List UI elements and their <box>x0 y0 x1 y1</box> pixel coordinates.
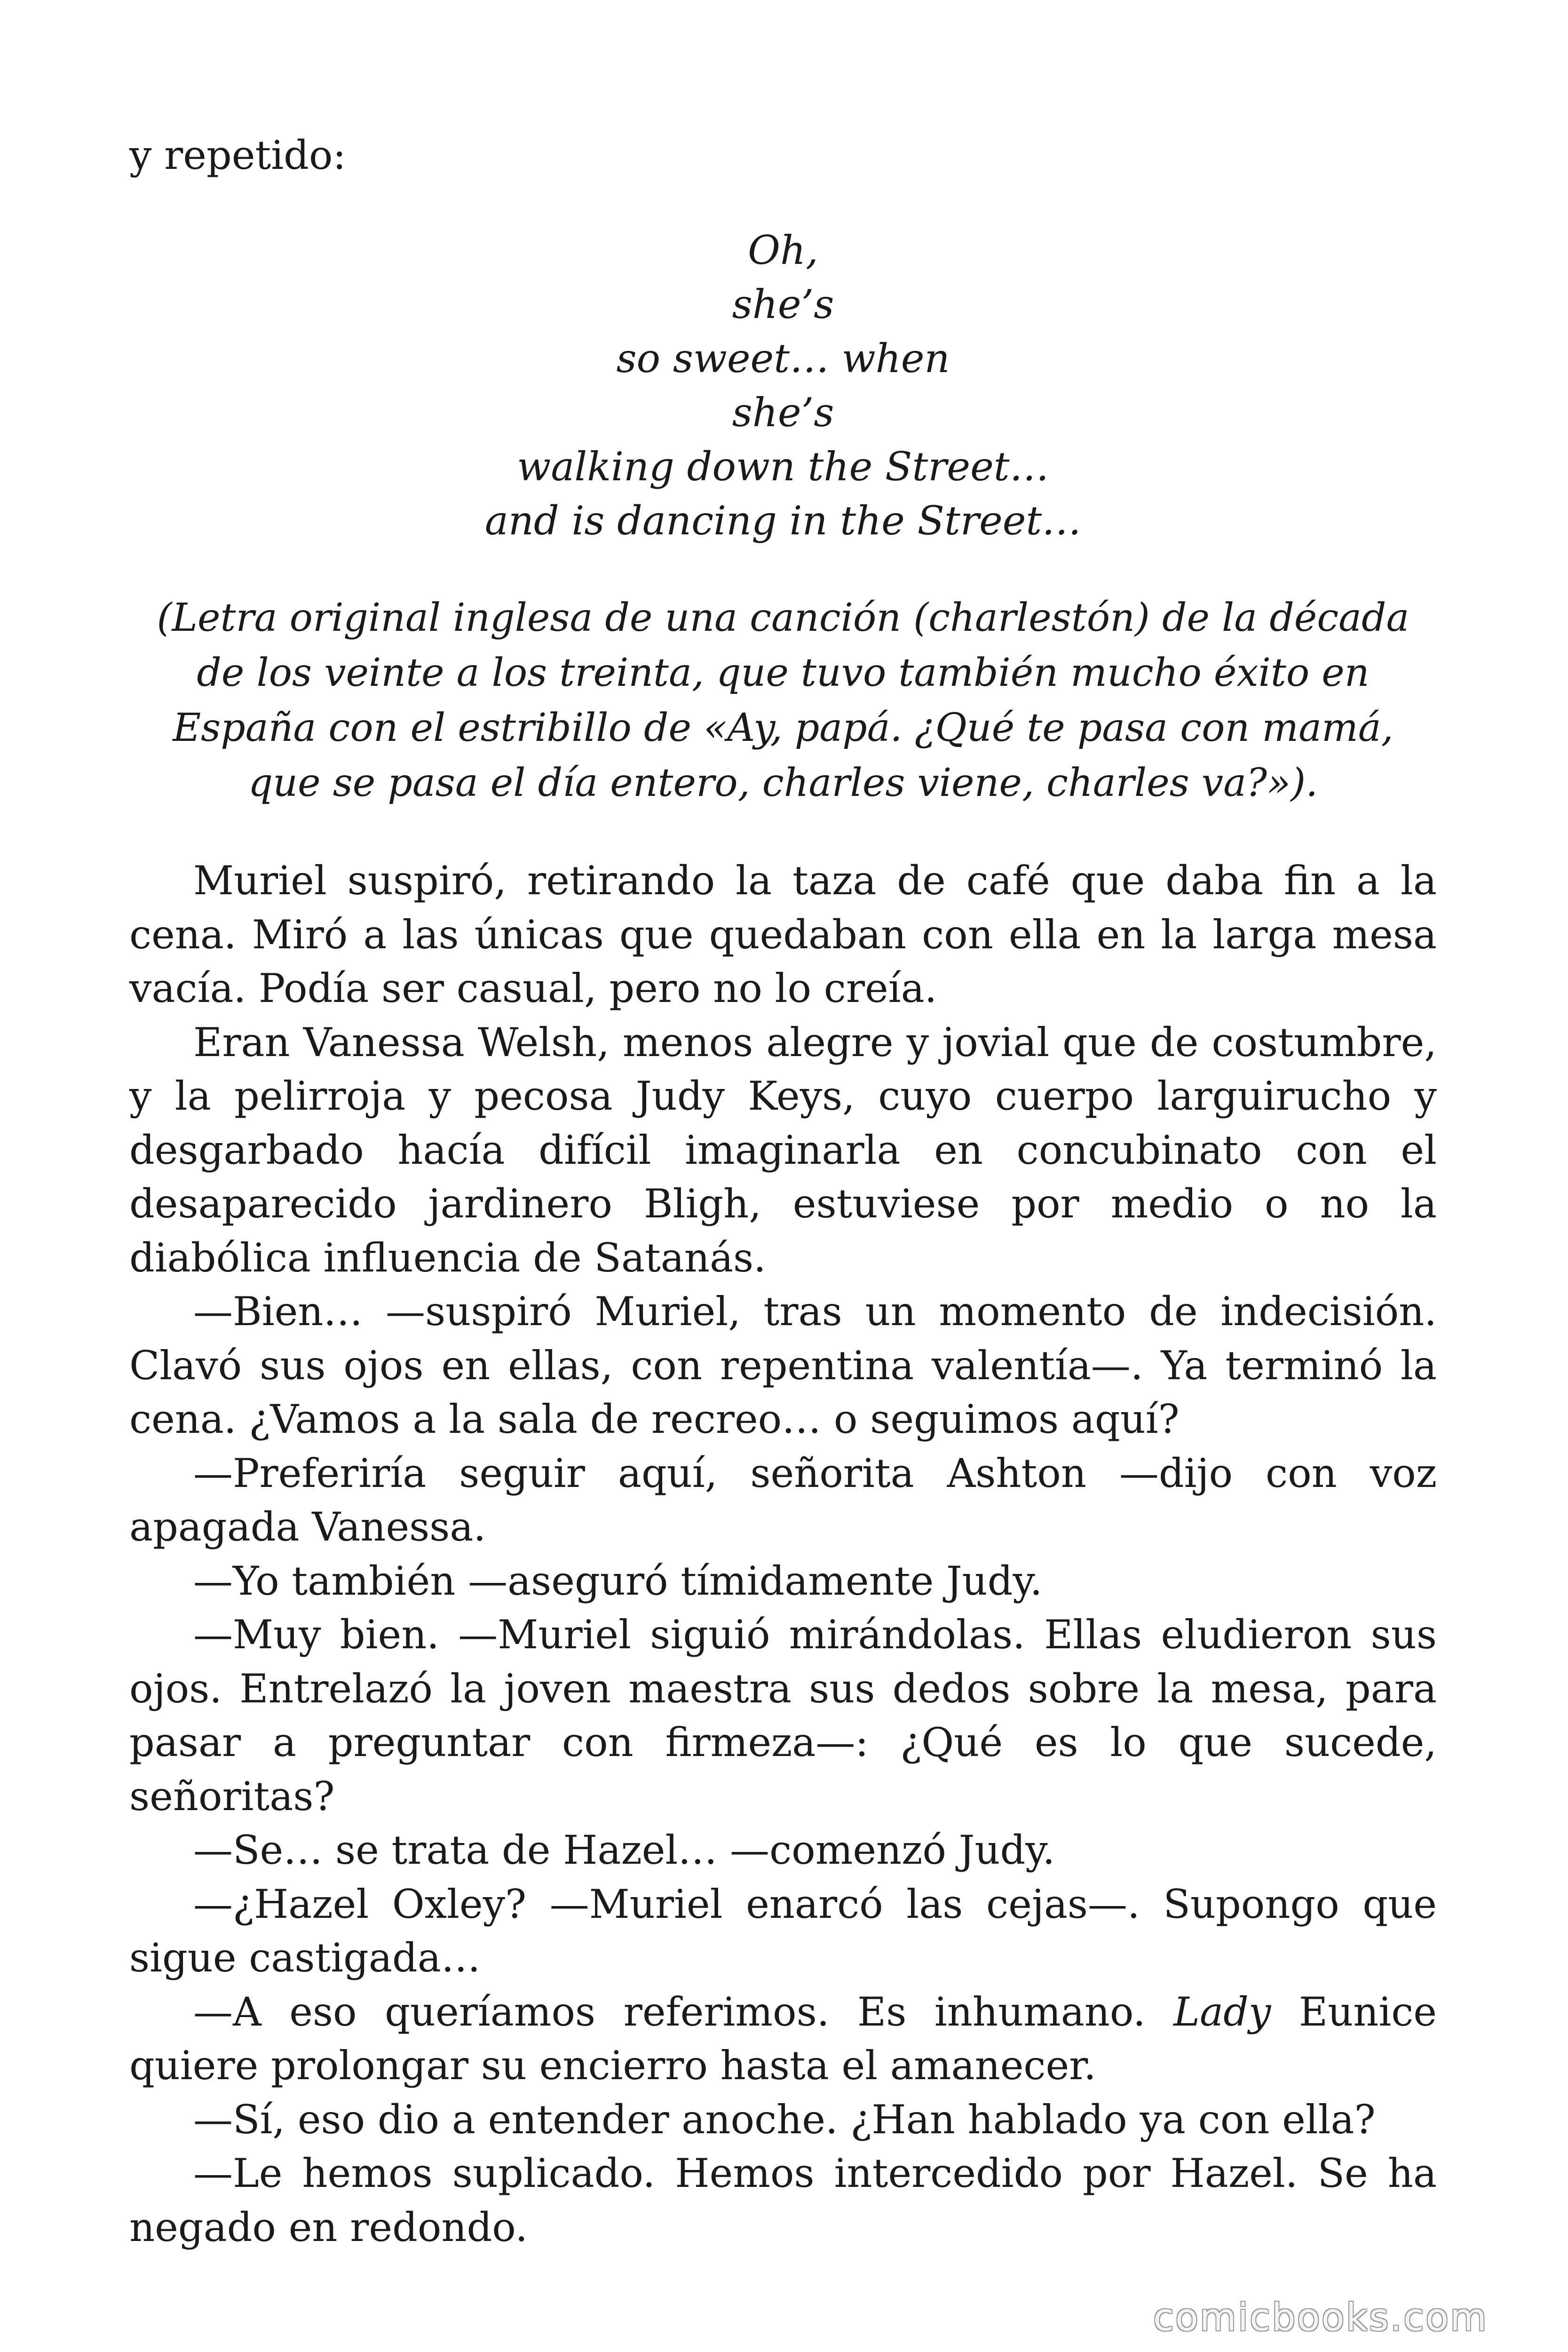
paragraph: —Le hemos suplicado. Hemos intercedido por Hazel. Se ha negado en redondo. <box>129 2150 1437 2250</box>
watermark-logo: comicbooks.com <box>1153 2296 1488 2339</box>
paragraph: Eran Vanessa Welsh, menos alegre y jovial que de costumbre, y la pelirroja y pecosa Judy Keys, cuyo cuerpo larguirucho y desgarbado hacía difícil imaginarla en concubinato con el desaparecido jardinero Bligh, estuviese por medio o no la diabólica influencia de Satanás. <box>129 1019 1437 1281</box>
paragraph: —Yo también —aseguró tímidamente Judy. <box>193 1557 1043 1604</box>
paragraph-text: —A eso queríamos referimos. Es inhumano. <box>193 1988 1174 2035</box>
song-verse <box>129 223 1437 548</box>
verse-line: she’s <box>732 389 834 436</box>
song-note: (Letra original inglesa de una canción (charlestón) de la década de los veinte a los treinta, que tuvo también mucho éxito en España con el estribillo de «Ay, papá. ¿Qué te pasa con mamá, que se pasa el día entero, charles viene, charles va?»). <box>157 596 1410 805</box>
paragraph: Muriel suspiró, retirando la taza de café que daba fin a la cena. Miró a las únicas que quedaban con ella en la larga mesa vacía. Podía ser casual, pero no lo creía. <box>129 858 1437 1011</box>
verse-line: so sweet… when <box>616 335 950 381</box>
paragraph: —Preferiría seguir aquí, señorita Ashton —dijo con voz apagada Vanessa. <box>129 1450 1437 1550</box>
intro-line: y repetido: <box>129 132 346 178</box>
emphasis-text: Lady <box>1173 1988 1271 2035</box>
paragraph-text: Eunice quiere prolongar su encierro hasta el amanecer. <box>129 1988 1437 2089</box>
verse-line: she’s <box>732 281 834 327</box>
verse-line: Oh, <box>748 227 818 273</box>
body-text <box>129 854 1437 2254</box>
paragraph: —Se… se trata de Hazel… —comenzó Judy. <box>193 1827 1055 1873</box>
paragraph <box>129 1985 1437 2093</box>
paragraph: —¿Hazel Oxley? —Muriel enarcó las cejas—. Supongo que sigue castigada… <box>129 1881 1437 1981</box>
paragraph: —Muy bien. —Muriel siguió mirándolas. Ellas eludieron sus ojos. Entrelazó la joven maestra sus dedos sobre la mesa, para pasar a preguntar con firmeza—: ¿Qué es lo que sucede, señoritas? <box>129 1612 1437 1820</box>
paragraph: —Bien… —suspiró Muriel, tras un momento de indecisión. Clavó sus ojos en ellas, con repentina valentía—. Ya terminó la cena. ¿Vamos a la sala de recreo… o seguimos aquí? <box>129 1288 1437 1442</box>
paragraph: —Sí, eso dio a entender anoche. ¿Han hablado ya con ella? <box>193 2096 1376 2143</box>
verse-line: and is dancing in the Street… <box>484 498 1082 544</box>
verse-line: walking down the Street… <box>517 444 1049 490</box>
